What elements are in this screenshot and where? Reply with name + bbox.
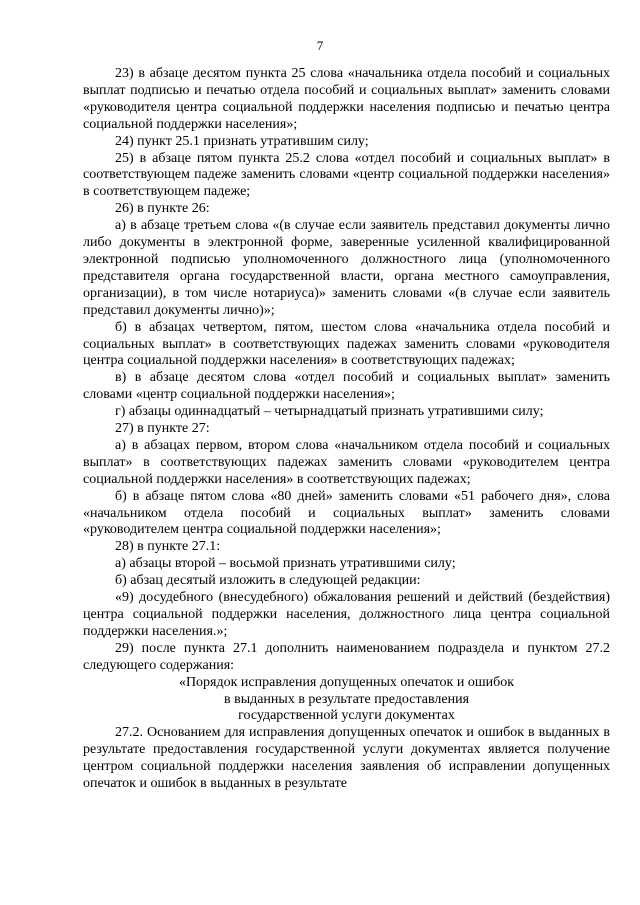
subsection-heading-line: государственной услуги документах	[238, 708, 455, 724]
subsection-heading-line: в выданных в результате предоставления	[223, 691, 470, 707]
paragraph-26-a: а) в абзаце третьем слова «(в случае если заявитель представил документы лично либо документы в электронной форме, заверенные усиленной квалифицированной электронной подписью уполномоченного должностного лица (уполномоченного представителя органа государственной власти, органа местного самоуправления, организации), в том числе нотариуса)» заменить словами «(в случае если заявитель представил документы лично)»;	[83, 218, 610, 318]
paragraph-26-g: г) абзацы одиннадцатый – четырнадцатый признать утратившими силу;	[115, 404, 544, 420]
paragraph-27-2: 27.2. Основанием для исправления допущенных опечаток и ошибок в выданных в результате предоставления государственной услуги документах является получение центром социальной поддержки населения заявления об исправлении допущенных опечаток и ошибок в выданных в результате	[83, 725, 610, 792]
paragraph-28-a: а) абзацы второй – восьмой признать утратившими силу;	[115, 556, 456, 572]
paragraph-27: 27) в пункте 27:	[115, 421, 210, 437]
page-number: 7	[316, 38, 324, 53]
paragraph-24: 24) пункт 25.1 признать утратившим силу;	[115, 133, 369, 149]
paragraph-25: 25) в абзаце пятом пункта 25.2 слова «отдел пособий и социальных выплат» в соответствующем падеже заменить словами «центр социальной поддержки населения» в соответствующем падеже;	[83, 150, 610, 200]
subsection-heading-line: «Порядок исправления допущенных опечаток и ошибок	[178, 674, 515, 690]
paragraph-23: 23) в абзаце десятом пункта 25 слова «начальника отдела пособий и социальных выплат подписью и печатью отдела пособий и социальных выплат» заменить словами «руководителя центра социальной поддержки населения подписью и печатью центра социальной поддержки населения»;	[83, 66, 610, 132]
document-body	[83, 66, 610, 793]
paragraph-27-b: б) в абзаце пятом слова «80 дней» заменить словами «51 рабочего дня», слова «начальником отдела пособий и социальных выплат» заменить словами «руководителем центра социальной поддержки населения»;	[83, 488, 610, 538]
paragraph-28-b: б) абзац десятый изложить в следующей редакции:	[115, 573, 421, 589]
paragraph-26-b: б) в абзацах четвертом, пятом, шестом слова «начальника отдела пособий и социальных выплат» в соответствующих падежах заменить словами «руководителя центра социальной поддержки населения» в соответствующих падежах;	[83, 319, 610, 369]
paragraph-28-quote: «9) досудебного (внесудебного) обжалования решений и действий (бездействия) центра социальной поддержки населения, должностного лица центра социальной поддержки населения.»;	[83, 590, 610, 639]
paragraph-28: 28) в пункте 27.1:	[115, 539, 221, 555]
paragraph-26-v: в) в абзаце десятом слова «отдел пособий и социальных выплат» заменить словами «центр социальной поддержки населения»;	[83, 370, 610, 403]
paragraph-27-a: а) в абзацах первом, втором слова «начальником отдела пособий и социальных выплат» в соответствующих падежах заменить словами «руководителем центра социальной поддержки населения» в соответствующих падежах;	[83, 437, 610, 487]
paragraph-29: 29) после пункта 27.1 дополнить наименованием подраздела и пунктом 27.2 следующего содержания:	[83, 640, 610, 673]
paragraph-26: 26) в пункте 26:	[115, 201, 210, 217]
